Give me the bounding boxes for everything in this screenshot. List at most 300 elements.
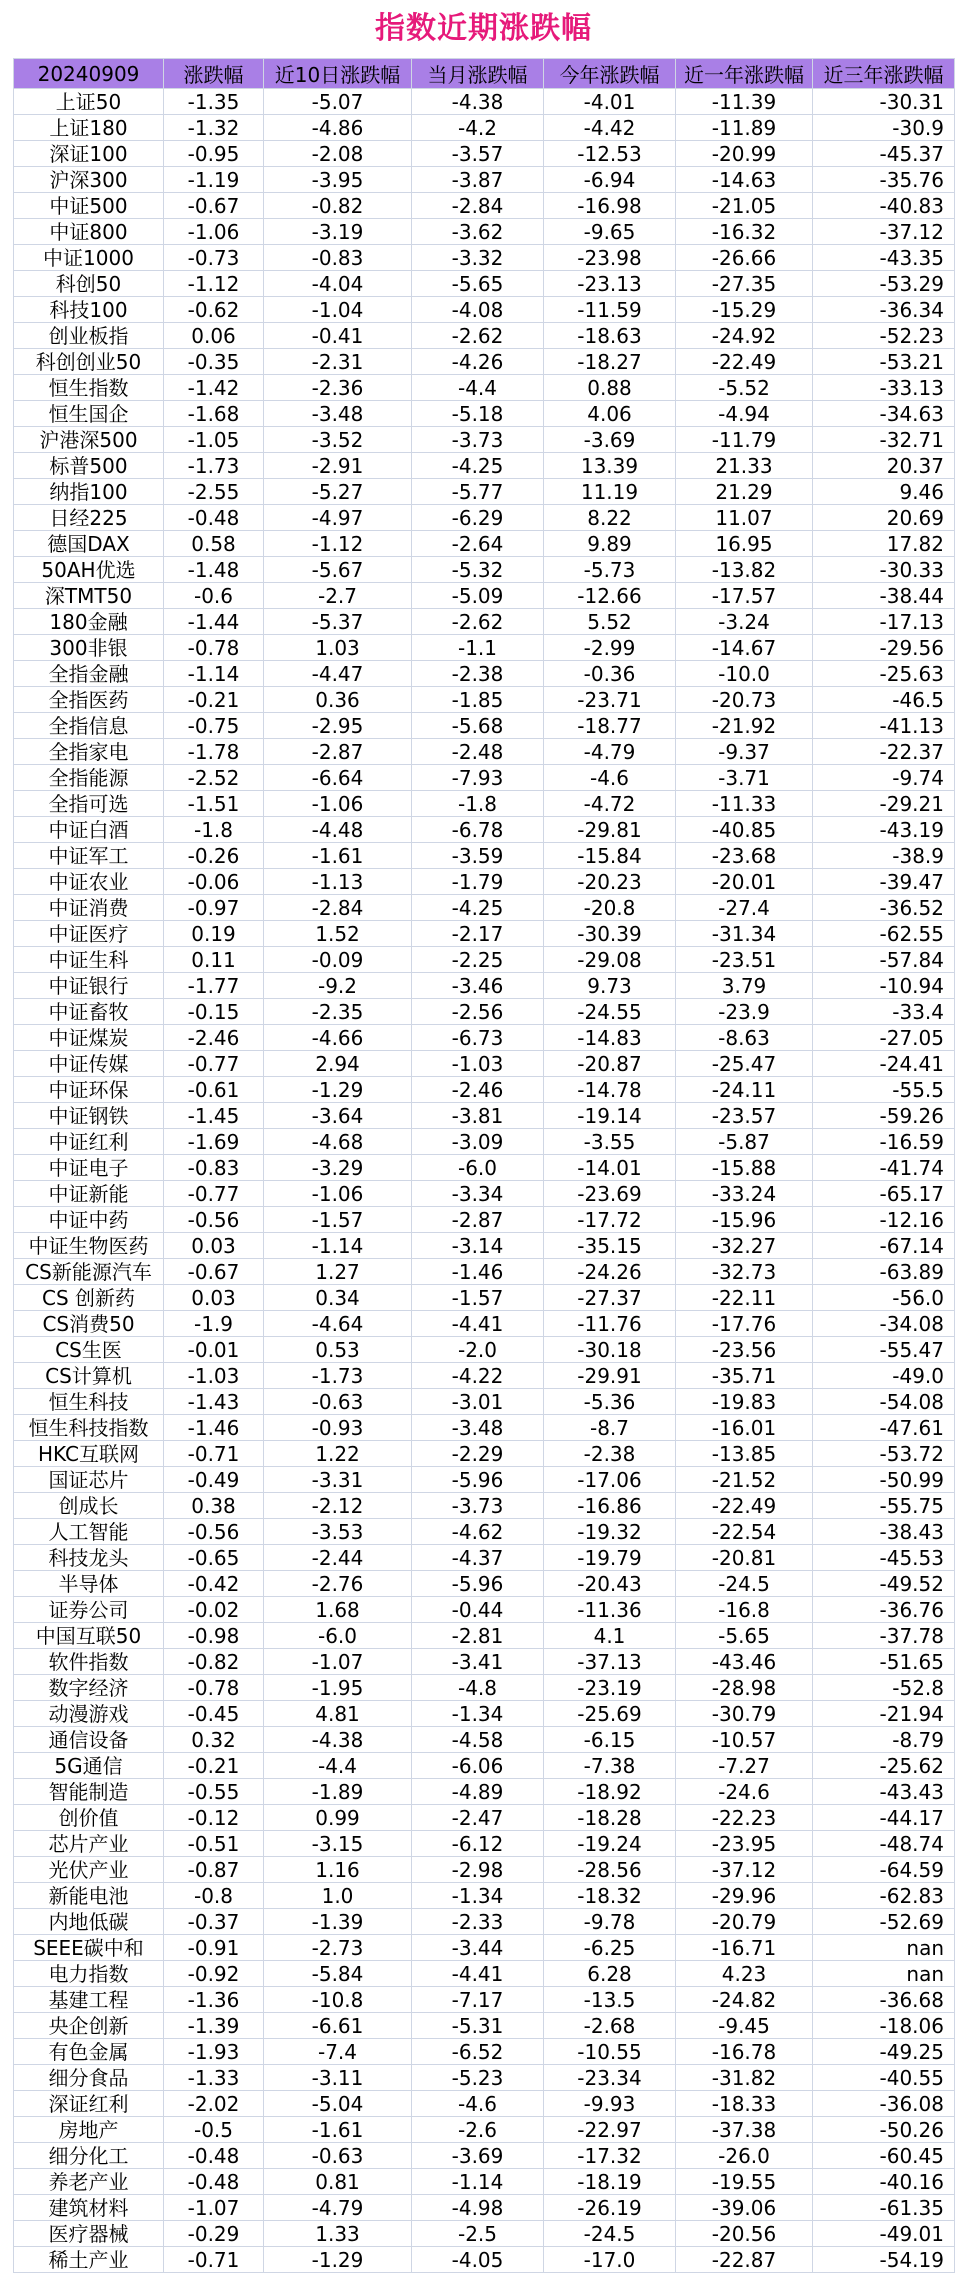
table-row <box>14 713 955 739</box>
cell-daily-change: -0.78 <box>164 1675 264 1701</box>
cell-index-name: 深证红利 <box>14 2091 164 2117</box>
cell-three-year-change: -43.19 <box>813 817 955 843</box>
cell-one-year-change: -22.54 <box>676 1519 813 1545</box>
cell-index-name: SEEE碳中和 <box>14 1935 164 1961</box>
cell-ten-day-change: -2.44 <box>264 1545 412 1571</box>
cell-ten-day-change: -3.11 <box>264 2065 412 2091</box>
cell-one-year-change: -21.05 <box>676 193 813 219</box>
cell-index-name: 沪深300 <box>14 167 164 193</box>
cell-three-year-change: -53.29 <box>813 271 955 297</box>
table-row <box>14 1545 955 1571</box>
cell-three-year-change: -27.05 <box>813 1025 955 1051</box>
cell-daily-change: -0.65 <box>164 1545 264 1571</box>
cell-ytd-change: -26.19 <box>544 2195 676 2221</box>
cell-one-year-change: -7.27 <box>676 1753 813 1779</box>
cell-three-year-change: -22.37 <box>813 739 955 765</box>
cell-ytd-change: -24.26 <box>544 1259 676 1285</box>
cell-three-year-change: -59.26 <box>813 1103 955 1129</box>
cell-ten-day-change: -0.93 <box>264 1415 412 1441</box>
cell-ten-day-change: 1.03 <box>264 635 412 661</box>
cell-one-year-change: -23.68 <box>676 843 813 869</box>
cell-index-name: 证券公司 <box>14 1597 164 1623</box>
cell-three-year-change: -52.69 <box>813 1909 955 1935</box>
cell-month-change: -4.8 <box>412 1675 544 1701</box>
cell-daily-change: -0.87 <box>164 1857 264 1883</box>
cell-one-year-change: -11.39 <box>676 89 813 115</box>
cell-three-year-change: -52.8 <box>813 1675 955 1701</box>
cell-daily-change: -0.83 <box>164 1155 264 1181</box>
cell-one-year-change: -17.57 <box>676 583 813 609</box>
cell-index-name: 细分化工 <box>14 2143 164 2169</box>
cell-ten-day-change: -4.04 <box>264 271 412 297</box>
cell-index-name: 全指金融 <box>14 661 164 687</box>
table-row <box>14 661 955 687</box>
cell-ytd-change: -23.69 <box>544 1181 676 1207</box>
table-row <box>14 1337 955 1363</box>
cell-index-name: 沪港深500 <box>14 427 164 453</box>
cell-ytd-change: -6.25 <box>544 1935 676 1961</box>
table-row <box>14 1207 955 1233</box>
cell-ytd-change: -7.38 <box>544 1753 676 1779</box>
cell-daily-change: -0.56 <box>164 1207 264 1233</box>
cell-ten-day-change: -1.73 <box>264 1363 412 1389</box>
cell-ytd-change: -20.23 <box>544 869 676 895</box>
cell-ytd-change: -11.36 <box>544 1597 676 1623</box>
cell-month-change: -4.37 <box>412 1545 544 1571</box>
cell-three-year-change: -49.01 <box>813 2221 955 2247</box>
cell-three-year-change: -30.9 <box>813 115 955 141</box>
table-row <box>14 2091 955 2117</box>
cell-ten-day-change: -2.08 <box>264 141 412 167</box>
cell-three-year-change: -25.63 <box>813 661 955 687</box>
cell-month-change: -6.52 <box>412 2039 544 2065</box>
cell-index-name: 中证生科 <box>14 947 164 973</box>
cell-index-name: 中证畜牧 <box>14 999 164 1025</box>
cell-three-year-change: -41.13 <box>813 713 955 739</box>
cell-ytd-change: -23.98 <box>544 245 676 271</box>
cell-daily-change: 0.58 <box>164 531 264 557</box>
cell-daily-change: -1.07 <box>164 2195 264 2221</box>
cell-ten-day-change: -0.82 <box>264 193 412 219</box>
cell-index-name: 科创50 <box>14 271 164 297</box>
cell-ten-day-change: 1.16 <box>264 1857 412 1883</box>
cell-three-year-change: -30.33 <box>813 557 955 583</box>
cell-index-name: 中证环保 <box>14 1077 164 1103</box>
cell-one-year-change: -9.45 <box>676 2013 813 2039</box>
table-row <box>14 1779 955 1805</box>
cell-ytd-change: 4.06 <box>544 401 676 427</box>
cell-three-year-change: -36.68 <box>813 1987 955 2013</box>
cell-daily-change: -1.51 <box>164 791 264 817</box>
cell-three-year-change: -34.08 <box>813 1311 955 1337</box>
cell-month-change: -4.2 <box>412 115 544 141</box>
table-row <box>14 1181 955 1207</box>
cell-month-change: -6.06 <box>412 1753 544 1779</box>
cell-three-year-change: nan <box>813 1961 955 1987</box>
cell-one-year-change: -37.38 <box>676 2117 813 2143</box>
cell-index-name: 建筑材料 <box>14 2195 164 2221</box>
cell-one-year-change: -20.56 <box>676 2221 813 2247</box>
cell-index-name: 50AH优选 <box>14 557 164 583</box>
cell-month-change: -4.6 <box>412 2091 544 2117</box>
cell-ytd-change: 8.22 <box>544 505 676 531</box>
cell-month-change: -5.31 <box>412 2013 544 2039</box>
cell-one-year-change: -16.32 <box>676 219 813 245</box>
cell-ten-day-change: -1.29 <box>264 2247 412 2273</box>
cell-ten-day-change: 0.53 <box>264 1337 412 1363</box>
cell-month-change: -3.59 <box>412 843 544 869</box>
cell-one-year-change: -15.29 <box>676 297 813 323</box>
cell-month-change: -2.5 <box>412 2221 544 2247</box>
cell-ytd-change: -4.6 <box>544 765 676 791</box>
cell-ten-day-change: -1.61 <box>264 2117 412 2143</box>
cell-month-change: -5.96 <box>412 1467 544 1493</box>
cell-ten-day-change: -6.61 <box>264 2013 412 2039</box>
cell-one-year-change: -10.57 <box>676 1727 813 1753</box>
table-row <box>14 2143 955 2169</box>
cell-ytd-change: -13.5 <box>544 1987 676 2013</box>
cell-one-year-change: -27.4 <box>676 895 813 921</box>
cell-ytd-change: 9.89 <box>544 531 676 557</box>
table-row <box>14 1363 955 1389</box>
header-month-change: 当月涨跌幅 <box>412 59 544 89</box>
cell-three-year-change: 20.69 <box>813 505 955 531</box>
table-row <box>14 765 955 791</box>
cell-ten-day-change: -3.19 <box>264 219 412 245</box>
cell-index-name: 中证中药 <box>14 1207 164 1233</box>
cell-ten-day-change: -1.04 <box>264 297 412 323</box>
cell-month-change: -6.78 <box>412 817 544 843</box>
cell-three-year-change: -32.71 <box>813 427 955 453</box>
cell-month-change: -3.48 <box>412 1415 544 1441</box>
table-row <box>14 1441 955 1467</box>
cell-one-year-change: -29.96 <box>676 1883 813 1909</box>
table-row <box>14 427 955 453</box>
cell-ytd-change: -20.43 <box>544 1571 676 1597</box>
cell-ten-day-change: -4.79 <box>264 2195 412 2221</box>
cell-daily-change: 0.06 <box>164 323 264 349</box>
cell-ytd-change: -11.76 <box>544 1311 676 1337</box>
cell-one-year-change: -16.71 <box>676 1935 813 1961</box>
cell-ten-day-change: -4.38 <box>264 1727 412 1753</box>
cell-month-change: -2.17 <box>412 921 544 947</box>
cell-ten-day-change: -1.61 <box>264 843 412 869</box>
cell-month-change: -2.48 <box>412 739 544 765</box>
cell-daily-change: -1.68 <box>164 401 264 427</box>
cell-index-name: 300非银 <box>14 635 164 661</box>
table-row <box>14 2221 955 2247</box>
cell-ytd-change: -29.81 <box>544 817 676 843</box>
cell-month-change: -2.25 <box>412 947 544 973</box>
table-body <box>14 89 955 2273</box>
cell-three-year-change: -29.21 <box>813 791 955 817</box>
cell-one-year-change: -11.33 <box>676 791 813 817</box>
cell-month-change: -1.57 <box>412 1285 544 1311</box>
cell-three-year-change: -65.17 <box>813 1181 955 1207</box>
cell-ytd-change: -28.56 <box>544 1857 676 1883</box>
cell-one-year-change: 11.07 <box>676 505 813 531</box>
table-row <box>14 531 955 557</box>
cell-month-change: -7.93 <box>412 765 544 791</box>
cell-month-change: -2.87 <box>412 1207 544 1233</box>
cell-three-year-change: 9.46 <box>813 479 955 505</box>
cell-ytd-change: 0.88 <box>544 375 676 401</box>
cell-ten-day-change: -2.36 <box>264 375 412 401</box>
cell-ytd-change: -8.7 <box>544 1415 676 1441</box>
cell-one-year-change: 21.33 <box>676 453 813 479</box>
cell-ytd-change: -18.77 <box>544 713 676 739</box>
cell-daily-change: -0.49 <box>164 1467 264 1493</box>
table-row <box>14 1311 955 1337</box>
cell-daily-change: -1.73 <box>164 453 264 479</box>
cell-three-year-change: -63.89 <box>813 1259 955 1285</box>
cell-ytd-change: -4.01 <box>544 89 676 115</box>
cell-daily-change: -0.56 <box>164 1519 264 1545</box>
cell-daily-change: -1.45 <box>164 1103 264 1129</box>
table-row <box>14 1415 955 1441</box>
header-row <box>14 59 955 89</box>
cell-ytd-change: -4.79 <box>544 739 676 765</box>
cell-ytd-change: -9.65 <box>544 219 676 245</box>
cell-ytd-change: -37.13 <box>544 1649 676 1675</box>
cell-ytd-change: -18.19 <box>544 2169 676 2195</box>
cell-ytd-change: -6.94 <box>544 167 676 193</box>
table-row <box>14 791 955 817</box>
cell-month-change: -4.41 <box>412 1311 544 1337</box>
table-row <box>14 2169 955 2195</box>
table-row <box>14 869 955 895</box>
cell-month-change: -4.05 <box>412 2247 544 2273</box>
cell-month-change: -4.08 <box>412 297 544 323</box>
cell-month-change: -1.79 <box>412 869 544 895</box>
cell-one-year-change: -17.76 <box>676 1311 813 1337</box>
cell-ten-day-change: -4.97 <box>264 505 412 531</box>
cell-month-change: -4.25 <box>412 453 544 479</box>
cell-ten-day-change: -0.63 <box>264 2143 412 2169</box>
cell-ten-day-change: -4.86 <box>264 115 412 141</box>
cell-index-name: 5G通信 <box>14 1753 164 1779</box>
cell-index-name: 纳指100 <box>14 479 164 505</box>
cell-ytd-change: -9.78 <box>544 1909 676 1935</box>
cell-three-year-change: -24.41 <box>813 1051 955 1077</box>
cell-one-year-change: -20.73 <box>676 687 813 713</box>
cell-month-change: -4.4 <box>412 375 544 401</box>
page-title: 指数近期涨跌幅 <box>375 11 592 46</box>
cell-daily-change: -1.93 <box>164 2039 264 2065</box>
cell-ytd-change: -30.39 <box>544 921 676 947</box>
cell-month-change: -5.96 <box>412 1571 544 1597</box>
cell-one-year-change: -26.66 <box>676 245 813 271</box>
cell-three-year-change: -54.08 <box>813 1389 955 1415</box>
cell-month-change: -2.38 <box>412 661 544 687</box>
table-row <box>14 635 955 661</box>
cell-three-year-change: -55.47 <box>813 1337 955 1363</box>
cell-one-year-change: -27.35 <box>676 271 813 297</box>
cell-one-year-change: -22.49 <box>676 1493 813 1519</box>
cell-one-year-change: -19.55 <box>676 2169 813 2195</box>
cell-daily-change: -0.6 <box>164 583 264 609</box>
cell-one-year-change: -22.87 <box>676 2247 813 2273</box>
cell-three-year-change: -62.55 <box>813 921 955 947</box>
cell-month-change: -2.33 <box>412 1909 544 1935</box>
cell-ytd-change: -20.87 <box>544 1051 676 1077</box>
cell-three-year-change: -57.84 <box>813 947 955 973</box>
cell-three-year-change: -36.76 <box>813 1597 955 1623</box>
cell-one-year-change: -20.01 <box>676 869 813 895</box>
cell-month-change: -1.1 <box>412 635 544 661</box>
table-row <box>14 349 955 375</box>
cell-one-year-change: -22.49 <box>676 349 813 375</box>
cell-ten-day-change: -5.07 <box>264 89 412 115</box>
table-row <box>14 609 955 635</box>
cell-ytd-change: -3.69 <box>544 427 676 453</box>
cell-one-year-change: -43.46 <box>676 1649 813 1675</box>
cell-index-name: 中证医疗 <box>14 921 164 947</box>
table-row <box>14 219 955 245</box>
cell-three-year-change: -12.16 <box>813 1207 955 1233</box>
cell-daily-change: -0.21 <box>164 1753 264 1779</box>
cell-ytd-change: -14.78 <box>544 1077 676 1103</box>
cell-index-name: CS计算机 <box>14 1363 164 1389</box>
cell-ten-day-change: -0.83 <box>264 245 412 271</box>
cell-ten-day-change: -3.48 <box>264 401 412 427</box>
cell-ten-day-change: -1.13 <box>264 869 412 895</box>
cell-ytd-change: -23.71 <box>544 687 676 713</box>
cell-ten-day-change: -0.41 <box>264 323 412 349</box>
cell-daily-change: -1.46 <box>164 1415 264 1441</box>
cell-month-change: -2.56 <box>412 999 544 1025</box>
cell-index-name: 上证50 <box>14 89 164 115</box>
cell-daily-change: -1.78 <box>164 739 264 765</box>
table-row <box>14 2247 955 2273</box>
table-row <box>14 1649 955 1675</box>
cell-one-year-change: -15.88 <box>676 1155 813 1181</box>
cell-daily-change: 0.38 <box>164 1493 264 1519</box>
table-row <box>14 297 955 323</box>
table-row <box>14 1623 955 1649</box>
table-row <box>14 2039 955 2065</box>
cell-daily-change: 0.32 <box>164 1727 264 1753</box>
cell-ten-day-change: -1.07 <box>264 1649 412 1675</box>
cell-three-year-change: -48.74 <box>813 1831 955 1857</box>
cell-index-name: 科技100 <box>14 297 164 323</box>
cell-daily-change: -0.98 <box>164 1623 264 1649</box>
cell-daily-change: -2.46 <box>164 1025 264 1051</box>
cell-month-change: -6.0 <box>412 1155 544 1181</box>
cell-three-year-change: -41.74 <box>813 1155 955 1181</box>
cell-one-year-change: -15.96 <box>676 1207 813 1233</box>
table-row <box>14 271 955 297</box>
cell-index-name: CS消费50 <box>14 1311 164 1337</box>
cell-daily-change: -0.45 <box>164 1701 264 1727</box>
cell-index-name: 软件指数 <box>14 1649 164 1675</box>
cell-ten-day-change: 0.34 <box>264 1285 412 1311</box>
table-row <box>14 1285 955 1311</box>
cell-month-change: -2.84 <box>412 193 544 219</box>
cell-ten-day-change: -2.7 <box>264 583 412 609</box>
cell-month-change: -4.41 <box>412 1961 544 1987</box>
cell-index-name: 基建工程 <box>14 1987 164 2013</box>
cell-three-year-change: 20.37 <box>813 453 955 479</box>
cell-month-change: -2.6 <box>412 2117 544 2143</box>
cell-ten-day-change: 1.22 <box>264 1441 412 1467</box>
cell-ten-day-change: -1.57 <box>264 1207 412 1233</box>
cell-index-name: 半导体 <box>14 1571 164 1597</box>
cell-daily-change: -1.05 <box>164 427 264 453</box>
cell-one-year-change: -35.71 <box>676 1363 813 1389</box>
cell-three-year-change: -29.56 <box>813 635 955 661</box>
cell-three-year-change: -9.74 <box>813 765 955 791</box>
cell-month-change: -5.68 <box>412 713 544 739</box>
cell-ten-day-change: -4.4 <box>264 1753 412 1779</box>
cell-one-year-change: -14.63 <box>676 167 813 193</box>
cell-three-year-change: -33.4 <box>813 999 955 1025</box>
cell-index-name: 恒生指数 <box>14 375 164 401</box>
cell-index-name: 通信设备 <box>14 1727 164 1753</box>
cell-three-year-change: -38.44 <box>813 583 955 609</box>
cell-daily-change: -0.73 <box>164 245 264 271</box>
cell-index-name: 细分食品 <box>14 2065 164 2091</box>
cell-index-name: 中证红利 <box>14 1129 164 1155</box>
cell-ytd-change: -30.18 <box>544 1337 676 1363</box>
cell-three-year-change: -40.83 <box>813 193 955 219</box>
cell-one-year-change: -24.82 <box>676 1987 813 2013</box>
cell-daily-change: -1.48 <box>164 557 264 583</box>
index-performance-table <box>13 58 955 2273</box>
table-row <box>14 1155 955 1181</box>
cell-three-year-change: -36.34 <box>813 297 955 323</box>
cell-daily-change: -0.51 <box>164 1831 264 1857</box>
table-row <box>14 921 955 947</box>
cell-daily-change: -1.32 <box>164 115 264 141</box>
cell-index-name: 全指可选 <box>14 791 164 817</box>
cell-ten-day-change: -1.95 <box>264 1675 412 1701</box>
cell-daily-change: -0.77 <box>164 1051 264 1077</box>
cell-index-name: 深证100 <box>14 141 164 167</box>
cell-ytd-change: -20.8 <box>544 895 676 921</box>
cell-three-year-change: -30.31 <box>813 89 955 115</box>
cell-month-change: -2.62 <box>412 323 544 349</box>
cell-ten-day-change: -10.8 <box>264 1987 412 2013</box>
cell-daily-change: -0.06 <box>164 869 264 895</box>
cell-ten-day-change: -5.67 <box>264 557 412 583</box>
cell-month-change: -1.46 <box>412 1259 544 1285</box>
cell-index-name: 创成长 <box>14 1493 164 1519</box>
table-row <box>14 843 955 869</box>
cell-one-year-change: -24.5 <box>676 1571 813 1597</box>
cell-three-year-change: -56.0 <box>813 1285 955 1311</box>
cell-ten-day-change: 1.68 <box>264 1597 412 1623</box>
cell-three-year-change: -54.19 <box>813 2247 955 2273</box>
table-row <box>14 1051 955 1077</box>
cell-ytd-change: -35.15 <box>544 1233 676 1259</box>
cell-daily-change: -1.43 <box>164 1389 264 1415</box>
cell-ten-day-change: -5.84 <box>264 1961 412 1987</box>
cell-ten-day-change: -4.47 <box>264 661 412 687</box>
table-row <box>14 739 955 765</box>
cell-three-year-change: -18.06 <box>813 2013 955 2039</box>
table-row <box>14 193 955 219</box>
cell-daily-change: -1.77 <box>164 973 264 999</box>
table-row <box>14 115 955 141</box>
header-10-day-change: 近10日涨跌幅 <box>264 59 412 89</box>
cell-ten-day-change: -1.29 <box>264 1077 412 1103</box>
table-row <box>14 1961 955 1987</box>
cell-month-change: -2.81 <box>412 1623 544 1649</box>
cell-month-change: -6.29 <box>412 505 544 531</box>
cell-ytd-change: -23.19 <box>544 1675 676 1701</box>
cell-index-name: 日经225 <box>14 505 164 531</box>
